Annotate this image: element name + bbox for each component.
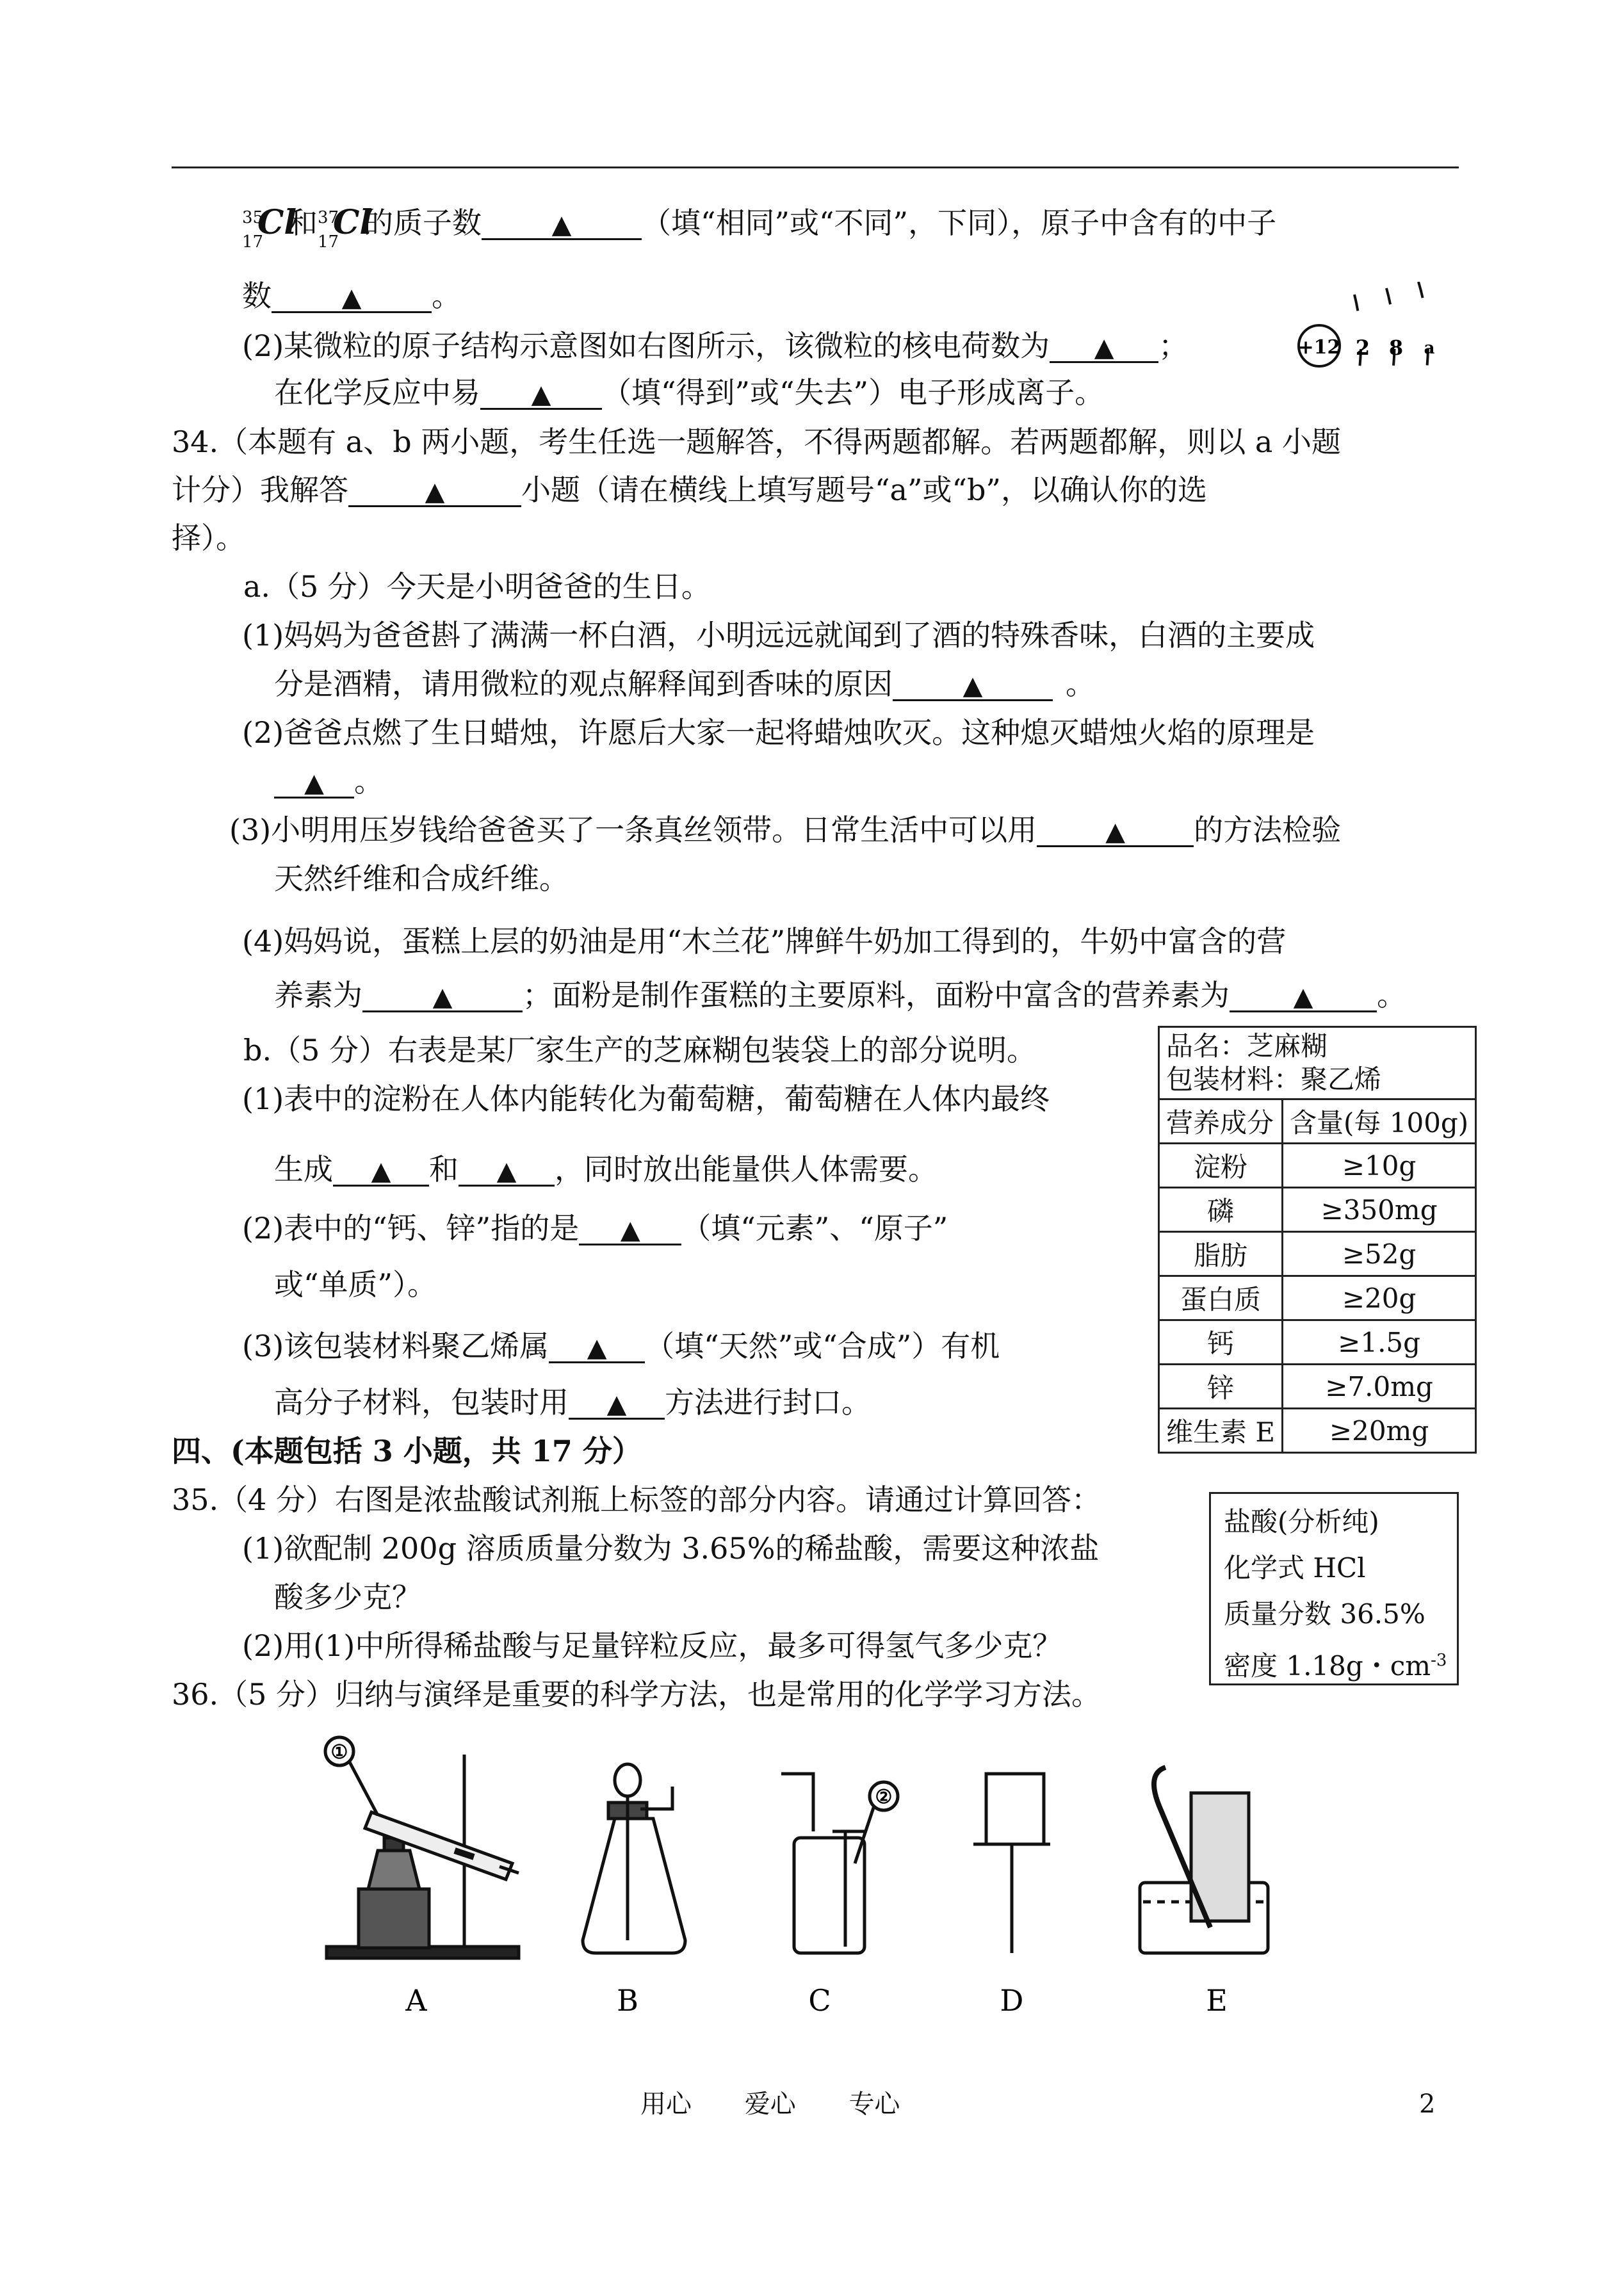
q34b-3-text2: （填“天然”或“合成”）有机 xyxy=(645,1329,1000,1363)
isotope-mass: 37 xyxy=(318,208,339,227)
q34b-3-text: (3)该包装材料聚乙烯属 xyxy=(242,1329,549,1363)
footer-text2: 爱心 xyxy=(744,2089,796,2119)
q35-p1-line2: 酸多少克？ xyxy=(274,1580,421,1614)
q33-period: 。 xyxy=(432,279,461,313)
blank-marker: ▲ xyxy=(531,380,551,409)
nutrient-value: ≥20mg xyxy=(1283,1409,1476,1453)
q34a-3-line2: 天然纤维和合成纤维。 xyxy=(274,861,569,896)
page-number: 2 xyxy=(1419,2089,1436,2119)
shell-count-3: a xyxy=(1424,339,1435,358)
q33-p2-text: (2)某微粒的原子结构示意图如右图所示，该微粒的核电荷数为 xyxy=(242,328,1050,363)
apparatus-a xyxy=(325,1737,519,1958)
q34b-1-and: 和 xyxy=(429,1152,459,1187)
isotope-atomic: 17 xyxy=(318,232,339,252)
q34b-1-text: 生成 xyxy=(274,1152,333,1187)
blank-marker: ▲ xyxy=(1105,817,1126,847)
answer-blank[interactable] xyxy=(362,976,523,1012)
blank-marker: ▲ xyxy=(1293,982,1313,1012)
q34b-3-line1 xyxy=(242,1327,1000,1365)
nutrient-name: 锌 xyxy=(1159,1365,1283,1409)
q33-p2-line1 xyxy=(242,327,1188,365)
footer-text1: 用心 xyxy=(640,2089,692,2119)
table-row xyxy=(1159,1276,1476,1320)
label-formula: 化学式 HCl xyxy=(1224,1552,1366,1584)
q34a-3-line1 xyxy=(229,811,1341,849)
q34a-4-text: 养素为 xyxy=(274,978,362,1012)
table-row xyxy=(1159,1188,1476,1232)
q34b-heading: b.（5 分）右表是某厂家生产的芝麻糊包装袋上的部分说明。 xyxy=(243,1033,1036,1067)
q34b-1-text2: ，同时放出能量供人体需要。 xyxy=(555,1152,938,1187)
q34a-1-end: 。 xyxy=(1066,667,1095,701)
q34-line2 xyxy=(172,471,1207,509)
answer-blank[interactable] xyxy=(272,277,432,313)
answer-blank[interactable] xyxy=(348,471,521,507)
shell-count-2: 8 xyxy=(1388,336,1404,360)
label-mass-fraction: 质量分数 36.5% xyxy=(1224,1598,1425,1630)
blank-marker: ▲ xyxy=(432,982,453,1012)
blank-marker: ▲ xyxy=(304,768,324,798)
blank-marker: ▲ xyxy=(341,283,362,312)
apparatus-diagram xyxy=(307,1735,1524,2017)
q34a-4-end: 。 xyxy=(1377,978,1406,1012)
answer-blank[interactable] xyxy=(274,762,354,799)
q35-line1: 35.（4 分）右图是浓盐酸试剂瓶上标签的部分内容。请通过计算回答： xyxy=(172,1482,1101,1517)
nutrition-table xyxy=(1158,1026,1477,1454)
nutrition-table-wrap xyxy=(1158,1026,1477,1454)
q34-text2: 小题（请在横线上填写题号“a”或“b”，以确认你的选 xyxy=(521,473,1207,507)
blank-marker: ▲ xyxy=(620,1215,640,1245)
q33-proton-text: 的质子数 xyxy=(364,206,482,240)
isotope-mass: 35 xyxy=(242,208,264,227)
apparatus-e xyxy=(1140,1767,1268,1953)
q33-semicolon: ； xyxy=(1158,328,1189,363)
q34-line1: 34.（本题有 a、b 两小题，考生任选一题解答，不得两题都解。若两题都解，则以 a 小题 xyxy=(172,425,1341,459)
isotope-atomic: 17 xyxy=(242,232,264,252)
answer-blank[interactable] xyxy=(480,373,602,410)
footer-text3: 专心 xyxy=(849,2089,900,2119)
q33-p2-text3: （填“得到”或“失去”）电子形成离子。 xyxy=(602,375,1105,410)
blank-marker: ▲ xyxy=(551,210,572,239)
q33-line2 xyxy=(242,277,461,315)
apparatus-b xyxy=(583,1764,685,1953)
q33-p2-text2: 在化学反应中易 xyxy=(274,375,480,410)
isotope-symbol: Cl xyxy=(333,203,373,242)
marker-1: ① xyxy=(330,1741,348,1764)
apparatus-label-a: A xyxy=(405,1983,427,2017)
shell-count-1: 2 xyxy=(1355,336,1370,360)
q34b-3-text3: 高分子材料，包装时用 xyxy=(274,1385,569,1420)
q34-line3: 择）。 xyxy=(172,521,245,555)
table-row xyxy=(1159,1365,1476,1409)
apparatus-label-e: E xyxy=(1206,1983,1228,2017)
isotope-cl37 xyxy=(318,203,373,252)
nutrient-value: ≥7.0mg xyxy=(1283,1365,1476,1409)
q34b-2-line2: 或“单质”）。 xyxy=(274,1267,437,1302)
q34b-1-line1: (1)表中的淀粉在人体内能转化为葡萄糖，葡萄糖在人体内最终 xyxy=(242,1082,1050,1116)
answer-blank[interactable] xyxy=(569,1383,665,1420)
answer-blank[interactable] xyxy=(459,1150,555,1187)
blank-marker: ▲ xyxy=(587,1333,607,1363)
nutrient-name: 蛋白质 xyxy=(1159,1276,1283,1320)
apparatus-d xyxy=(973,1774,1050,1953)
blank-marker: ▲ xyxy=(962,671,983,701)
q35-p2: (2)用(1)中所得稀盐酸与足量锌粒反应，最多可得氢气多少克？ xyxy=(242,1628,1062,1663)
answer-blank[interactable] xyxy=(549,1327,645,1363)
q34b-2-text: (2)表中的“钙、锌”指的是 xyxy=(242,1211,580,1245)
q35-p1-line1: (1)欲配制 200g 溶质质量分数为 3.65%的稀盐酸，需要这种浓盐 xyxy=(242,1531,1100,1566)
blank-marker: ▲ xyxy=(371,1156,391,1186)
nutrition-header xyxy=(1159,1027,1476,1099)
label-density-text: 密度 1.18g・cm xyxy=(1224,1650,1431,1682)
q34b-1-line2 xyxy=(274,1150,938,1188)
footer xyxy=(640,2085,900,2123)
table-row xyxy=(1159,1144,1476,1188)
apparatus-label-d: D xyxy=(1000,1983,1024,2017)
q34-text: 计分）我解答 xyxy=(172,473,348,507)
blank-marker: ▲ xyxy=(496,1156,517,1186)
answer-blank[interactable] xyxy=(1050,327,1158,363)
q33-paren1: （填“相同”或“不同”，下同），原子中含有的中子 xyxy=(642,206,1277,240)
reagent-label xyxy=(1209,1492,1459,1685)
q34a-1-line1: (1)妈妈为爸爸斟了满满一杯白酒，小明远远就闻到了酒的特殊香味，白酒的主要成 xyxy=(242,618,1315,653)
nutrient-name: 维生素 E xyxy=(1159,1409,1283,1453)
q34a-4-line1: (4)妈妈说，蛋糕上层的奶油是用“木兰花”牌鲜牛奶加工得到的，牛奶中富含的营 xyxy=(242,924,1287,959)
nutrient-name: 磷 xyxy=(1159,1188,1283,1232)
nutrition-product: 品名：芝麻糊 xyxy=(1166,1030,1328,1062)
nutrient-name: 淀粉 xyxy=(1159,1144,1283,1188)
q34a-3-text2: 的方法检验 xyxy=(1194,813,1342,847)
table-row xyxy=(1159,1232,1476,1276)
q34a-1-text: 分是酒精，请用微粒的观点解释闻到香味的原因 xyxy=(274,667,893,701)
nutrition-material: 包装材料：聚乙烯 xyxy=(1166,1064,1382,1095)
nutrient-value: ≥1.5g xyxy=(1283,1320,1476,1365)
q34b-2-text2: （填“元素”、“原子” xyxy=(681,1211,948,1245)
table-row xyxy=(1159,1409,1476,1453)
q33-p2-line2 xyxy=(274,373,1104,412)
answer-blank[interactable] xyxy=(482,204,642,240)
blank-marker: ▲ xyxy=(606,1390,627,1419)
nutrient-value: ≥52g xyxy=(1283,1232,1476,1276)
section-heading: 四、(本题包括 3 小题，共 17 分） xyxy=(172,1434,642,1468)
q34b-3-text4: 方法进行封口。 xyxy=(665,1385,871,1420)
nutrient-value: ≥20g xyxy=(1283,1276,1476,1320)
q34b-2-line1 xyxy=(242,1209,948,1247)
nutrient-name: 脂肪 xyxy=(1159,1232,1283,1276)
atom-structure-diagram xyxy=(1287,282,1466,410)
label-density-exp: -3 xyxy=(1431,1651,1447,1670)
q34a-2-end: 。 xyxy=(354,764,384,799)
isotope-symbol: Cl xyxy=(257,203,297,242)
nutrient-value: ≥10g xyxy=(1283,1144,1476,1188)
nutrition-col1-header: 营养成分 xyxy=(1159,1099,1283,1144)
answer-blank[interactable] xyxy=(579,1209,681,1245)
isotope-cl35 xyxy=(242,203,297,252)
q34a-1-line2 xyxy=(274,665,1095,703)
apparatus-label-c: C xyxy=(808,1983,831,2017)
q34a-2-line2 xyxy=(274,762,384,800)
q34a-heading: a.（5 分）今天是小明爸爸的生日。 xyxy=(243,569,711,604)
nutrient-value: ≥350mg xyxy=(1283,1188,1476,1232)
label-density xyxy=(1224,1637,1457,1689)
q33-line1 xyxy=(242,203,1277,252)
marker-2: ② xyxy=(875,1786,893,1808)
q34a-4-text2: ；面粉是制作蛋糕的主要原料，面粉中富含的营养素为 xyxy=(523,978,1230,1012)
q33-neutron-text: 数 xyxy=(242,279,272,313)
answer-blank[interactable] xyxy=(333,1150,429,1187)
table-row xyxy=(1159,1320,1476,1365)
answer-blank[interactable] xyxy=(1230,976,1377,1012)
q34b-3-line2 xyxy=(274,1383,871,1422)
answer-blank[interactable] xyxy=(1037,811,1194,847)
apparatus-label-b: B xyxy=(617,1983,638,2017)
label-name: 盐酸(分析纯) xyxy=(1224,1506,1379,1537)
q34a-4-line2 xyxy=(274,976,1406,1014)
q36-line1: 36.（5 分）归纳与演绎是重要的科学方法，也是常用的化学学习方法。 xyxy=(172,1677,1101,1712)
q33-and: 和 xyxy=(288,206,318,240)
blank-marker: ▲ xyxy=(425,477,445,507)
nutrition-col2-header: 含量(每 100g) xyxy=(1283,1099,1476,1144)
blank-marker: ▲ xyxy=(1094,333,1114,362)
nutrient-name: 钙 xyxy=(1159,1320,1283,1365)
q34a-3-text: (3)小明用压岁钱给爸爸买了一条真丝领带。日常生活中可以用 xyxy=(229,813,1037,847)
header-rule xyxy=(172,166,1459,168)
nucleus-label: +12 xyxy=(1297,336,1341,359)
q34a-2-line1: (2)爸爸点燃了生日蜡烛，许愿后大家一起将蜡烛吹灭。这种熄灭蜡烛火焰的原理是 xyxy=(242,715,1315,750)
answer-blank[interactable] xyxy=(893,665,1053,701)
